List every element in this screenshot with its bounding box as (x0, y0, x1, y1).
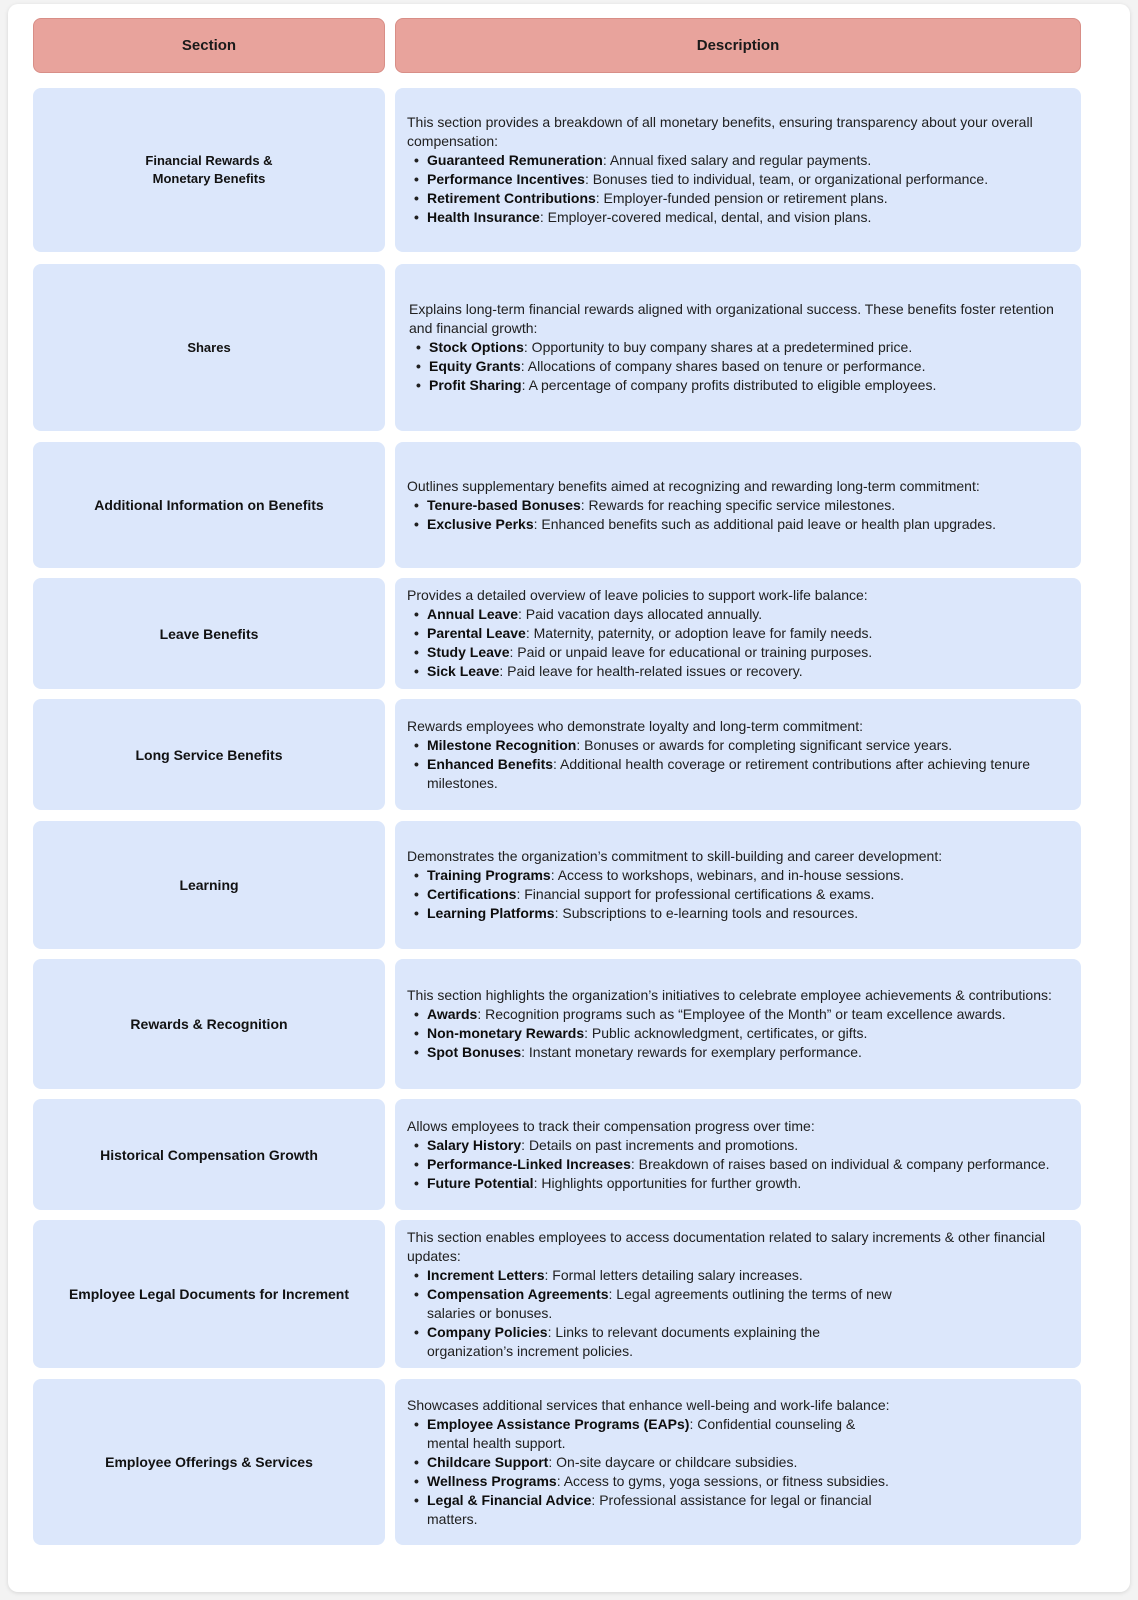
benefit-list (407, 736, 1069, 793)
item-term: Performance Incentives (427, 171, 585, 187)
section-title: Learning (179, 877, 239, 893)
section-title: Rewards & Recognition (130, 1016, 288, 1032)
list-item (427, 904, 1069, 923)
list-item (427, 866, 1069, 885)
item-text: : Paid or unpaid leave for educational or training purposes. (509, 644, 873, 660)
list-item (427, 736, 1069, 755)
item-text: : Links to relevant documents explaining the organization’s increment policies. (427, 1323, 820, 1359)
section-cell-additional-info (33, 442, 385, 568)
section-title: Employee Offerings & Services (105, 1454, 313, 1470)
description-cell-additional-info (395, 442, 1081, 568)
item-term: Parental Leave (427, 625, 526, 641)
list-item (427, 515, 1069, 534)
benefit-list (407, 1005, 1069, 1062)
item-term: Training Programs (427, 867, 551, 883)
section-title: Long Service Benefits (135, 746, 283, 763)
list-item (429, 376, 1069, 395)
item-term: Increment Letters (427, 1266, 545, 1283)
item-term: Non-monetary Rewards (427, 1025, 585, 1041)
section-cell-learning (33, 821, 385, 949)
section-title: Additional Information on Benefits (94, 497, 324, 513)
benefit-list (407, 605, 1069, 681)
list-item (427, 189, 1069, 208)
item-term: Company Policies (427, 1323, 548, 1340)
item-term: Performance-Linked Increases (427, 1155, 631, 1172)
item-term: Spot Bonuses (427, 1044, 522, 1060)
section-cell-rewards-recognition (33, 959, 385, 1089)
item-text: : Formal letters detailing salary increases. (544, 1266, 803, 1283)
description-cell-legal-documents (395, 1220, 1081, 1368)
section-cell-offerings-services (33, 1379, 385, 1545)
item-term: Employee Assistance Programs (EAPs) (427, 1415, 690, 1432)
section-cell-legal-documents (33, 1220, 385, 1368)
list-item (427, 208, 1069, 227)
item-text: : Allocations of company shares based on tenure or performance. (520, 358, 926, 374)
item-text: : Paid leave for health-related issues or recovery. (499, 663, 803, 679)
section-cell-long-service (33, 699, 385, 810)
item-term: Study Leave (427, 644, 510, 660)
benefit-list (407, 151, 1069, 227)
item-term: Annual Leave (427, 606, 519, 622)
item-text: : Recognition programs such as “Employee of the Month” or team excellence awards. (477, 1006, 1006, 1022)
item-text: : Opportunity to buy company shares at a predetermined price. (523, 339, 913, 355)
item-text: : Paid vacation days allocated annually. (518, 606, 763, 622)
description-cell-learning (395, 821, 1081, 949)
list-item (429, 338, 1069, 357)
benefit-list (407, 1266, 1069, 1361)
item-text: : Additional health coverage or retirement contributions after achieving tenure milestones. (427, 755, 1031, 791)
benefit-list (407, 496, 1069, 534)
description-column-header (395, 18, 1081, 73)
description-intro: Explains long-term financial rewards aligned with organizational success. These benefits foster retention and financial growth: (409, 301, 1054, 336)
item-term: Tenure-based Bonuses (427, 496, 581, 513)
list-item (427, 1043, 1069, 1062)
item-term: Health Insurance (427, 209, 540, 225)
description-header-label: Description (696, 37, 780, 54)
item-text: : Financial support for professional certifications & exams. (516, 886, 875, 902)
item-text: : Bonuses or awards for completing significant service years. (576, 736, 953, 753)
description-intro: This section enables employees to access documentation related to salary increments & other financial updates: (407, 1228, 1046, 1264)
item-text: : Professional assistance for legal or financial matters. (427, 1491, 872, 1527)
description-intro: Showcases additional services that enhance well-being and work-life balance: (407, 1396, 890, 1413)
section-cell-leave-benefits (33, 578, 385, 689)
section-title: Shares (187, 339, 231, 355)
section-title: Historical Compensation Growth (100, 1146, 318, 1163)
item-term: Retirement Contributions (427, 190, 596, 206)
list-item (427, 1453, 899, 1472)
item-term: Stock Options (429, 339, 524, 355)
list-item (427, 755, 1069, 793)
item-text: : Confidential counseling & mental health support. (427, 1415, 856, 1451)
list-item (427, 1285, 909, 1323)
list-item (427, 1415, 899, 1453)
description-cell-leave-benefits (395, 578, 1081, 689)
item-term: Milestone Recognition (427, 736, 577, 753)
item-text: : On-site daycare or childcare subsidies. (548, 1453, 798, 1470)
description-intro: Provides a detailed overview of leave policies to support work-life balance: (407, 587, 868, 603)
item-text: : Highlights opportunities for further growth. (533, 1174, 802, 1191)
item-text: : A percentage of company profits distributed to eligible employees. (521, 377, 937, 393)
list-item (427, 624, 1069, 643)
description-intro: Demonstrates the organization’s commitment to skill-building and career development: (407, 848, 943, 864)
item-term: Legal & Financial Advice (427, 1491, 592, 1508)
list-item (427, 605, 1069, 624)
item-term: Awards (427, 1006, 478, 1022)
benefit-list (409, 338, 1069, 395)
list-item (427, 496, 1069, 515)
item-term: Certifications (427, 886, 517, 902)
description-cell-long-service (395, 699, 1081, 810)
list-item (427, 1266, 909, 1285)
description-intro: Outlines supplementary benefits aimed at recognizing and rewarding long-term commitment: (407, 477, 980, 494)
item-term: Equity Grants (429, 358, 521, 374)
item-text: : Rewards for reaching specific service milestones. (580, 496, 896, 513)
list-item (427, 885, 1069, 904)
description-intro: This section highlights the organization’s initiatives to celebrate employee achievements & contributions: (407, 987, 1052, 1003)
description-cell-financial-rewards (395, 88, 1081, 252)
item-term: Profit Sharing (429, 377, 522, 393)
section-cell-shares (33, 264, 385, 431)
item-text: : Enhanced benefits such as additional paid leave or health plan upgrades. (533, 515, 996, 532)
list-item (427, 1005, 1069, 1024)
item-text: : Instant monetary rewards for exemplary performance. (521, 1044, 862, 1060)
item-text: : Bonuses tied to individual, team, or organizational performance. (584, 171, 989, 187)
section-title: Employee Legal Documents for Increment (68, 1286, 350, 1302)
item-term: Sick Leave (427, 663, 500, 679)
list-item (427, 1136, 1069, 1155)
list-item (427, 643, 1069, 662)
list-item (427, 1472, 899, 1491)
item-text: : Subscriptions to e-learning tools and resources. (554, 905, 859, 921)
item-term: Enhanced Benefits (427, 755, 554, 772)
description-intro: Allows employees to track their compensation progress over time: (407, 1117, 815, 1134)
item-term: Exclusive Perks (427, 515, 534, 532)
list-item (427, 1491, 899, 1529)
list-item (427, 170, 1069, 189)
item-text: : Breakdown of raises based on individual & company performance. (630, 1155, 1050, 1172)
list-item (427, 1174, 1069, 1193)
item-term: Learning Platforms (427, 905, 555, 921)
section-header-label: Section (181, 37, 237, 54)
item-term: Childcare Support (427, 1453, 549, 1470)
benefit-list (407, 1415, 1069, 1529)
description-intro: Rewards employees who demonstrate loyalty and long-term commitment: (407, 717, 863, 734)
item-text: : Details on past increments and promotions. (521, 1136, 799, 1153)
item-text: : Access to gyms, yoga sessions, or fitness subsidies. (556, 1472, 889, 1489)
item-text: : Employer-funded pension or retirement plans. (595, 190, 888, 206)
benefit-list (407, 1136, 1069, 1193)
list-item (427, 1155, 1069, 1174)
description-cell-shares (395, 264, 1081, 431)
benefits-table (8, 4, 1130, 1592)
section-title: Financial Rewards & Monetary Benefits (145, 153, 273, 186)
description-cell-historical-compensation (395, 1099, 1081, 1210)
item-text: : Access to workshops, webinars, and in-house sessions. (550, 867, 904, 883)
list-item (429, 357, 1069, 376)
item-term: Guaranteed Remuneration (427, 152, 603, 168)
list-item (427, 1323, 909, 1361)
item-term: Future Potential (427, 1174, 534, 1191)
item-text: : Employer-covered medical, dental, and vision plans. (539, 209, 872, 225)
item-text: : Legal agreements outlining the terms of new salaries or bonuses. (427, 1285, 892, 1321)
section-title: Leave Benefits (159, 625, 259, 642)
item-term: Salary History (427, 1136, 522, 1153)
description-intro: This section provides a breakdown of all monetary benefits, ensuring transparency about your overall compensation: (407, 114, 1033, 149)
list-item (427, 1024, 1069, 1043)
item-text: : Maternity, paternity, or adoption leave for family needs. (525, 625, 873, 641)
benefit-list (407, 866, 1069, 923)
item-text: : Public acknowledgment, certificates, or gifts. (584, 1025, 868, 1041)
list-item (427, 662, 1069, 681)
section-cell-financial-rewards (33, 88, 385, 252)
item-text: : Annual fixed salary and regular payments. (602, 152, 872, 168)
item-term: Wellness Programs (427, 1472, 557, 1489)
list-item (427, 151, 1069, 170)
section-cell-historical-compensation (33, 1099, 385, 1210)
item-term: Compensation Agreements (427, 1285, 609, 1302)
section-column-header (33, 18, 385, 73)
description-cell-rewards-recognition (395, 959, 1081, 1089)
description-cell-offerings-services (395, 1379, 1081, 1545)
